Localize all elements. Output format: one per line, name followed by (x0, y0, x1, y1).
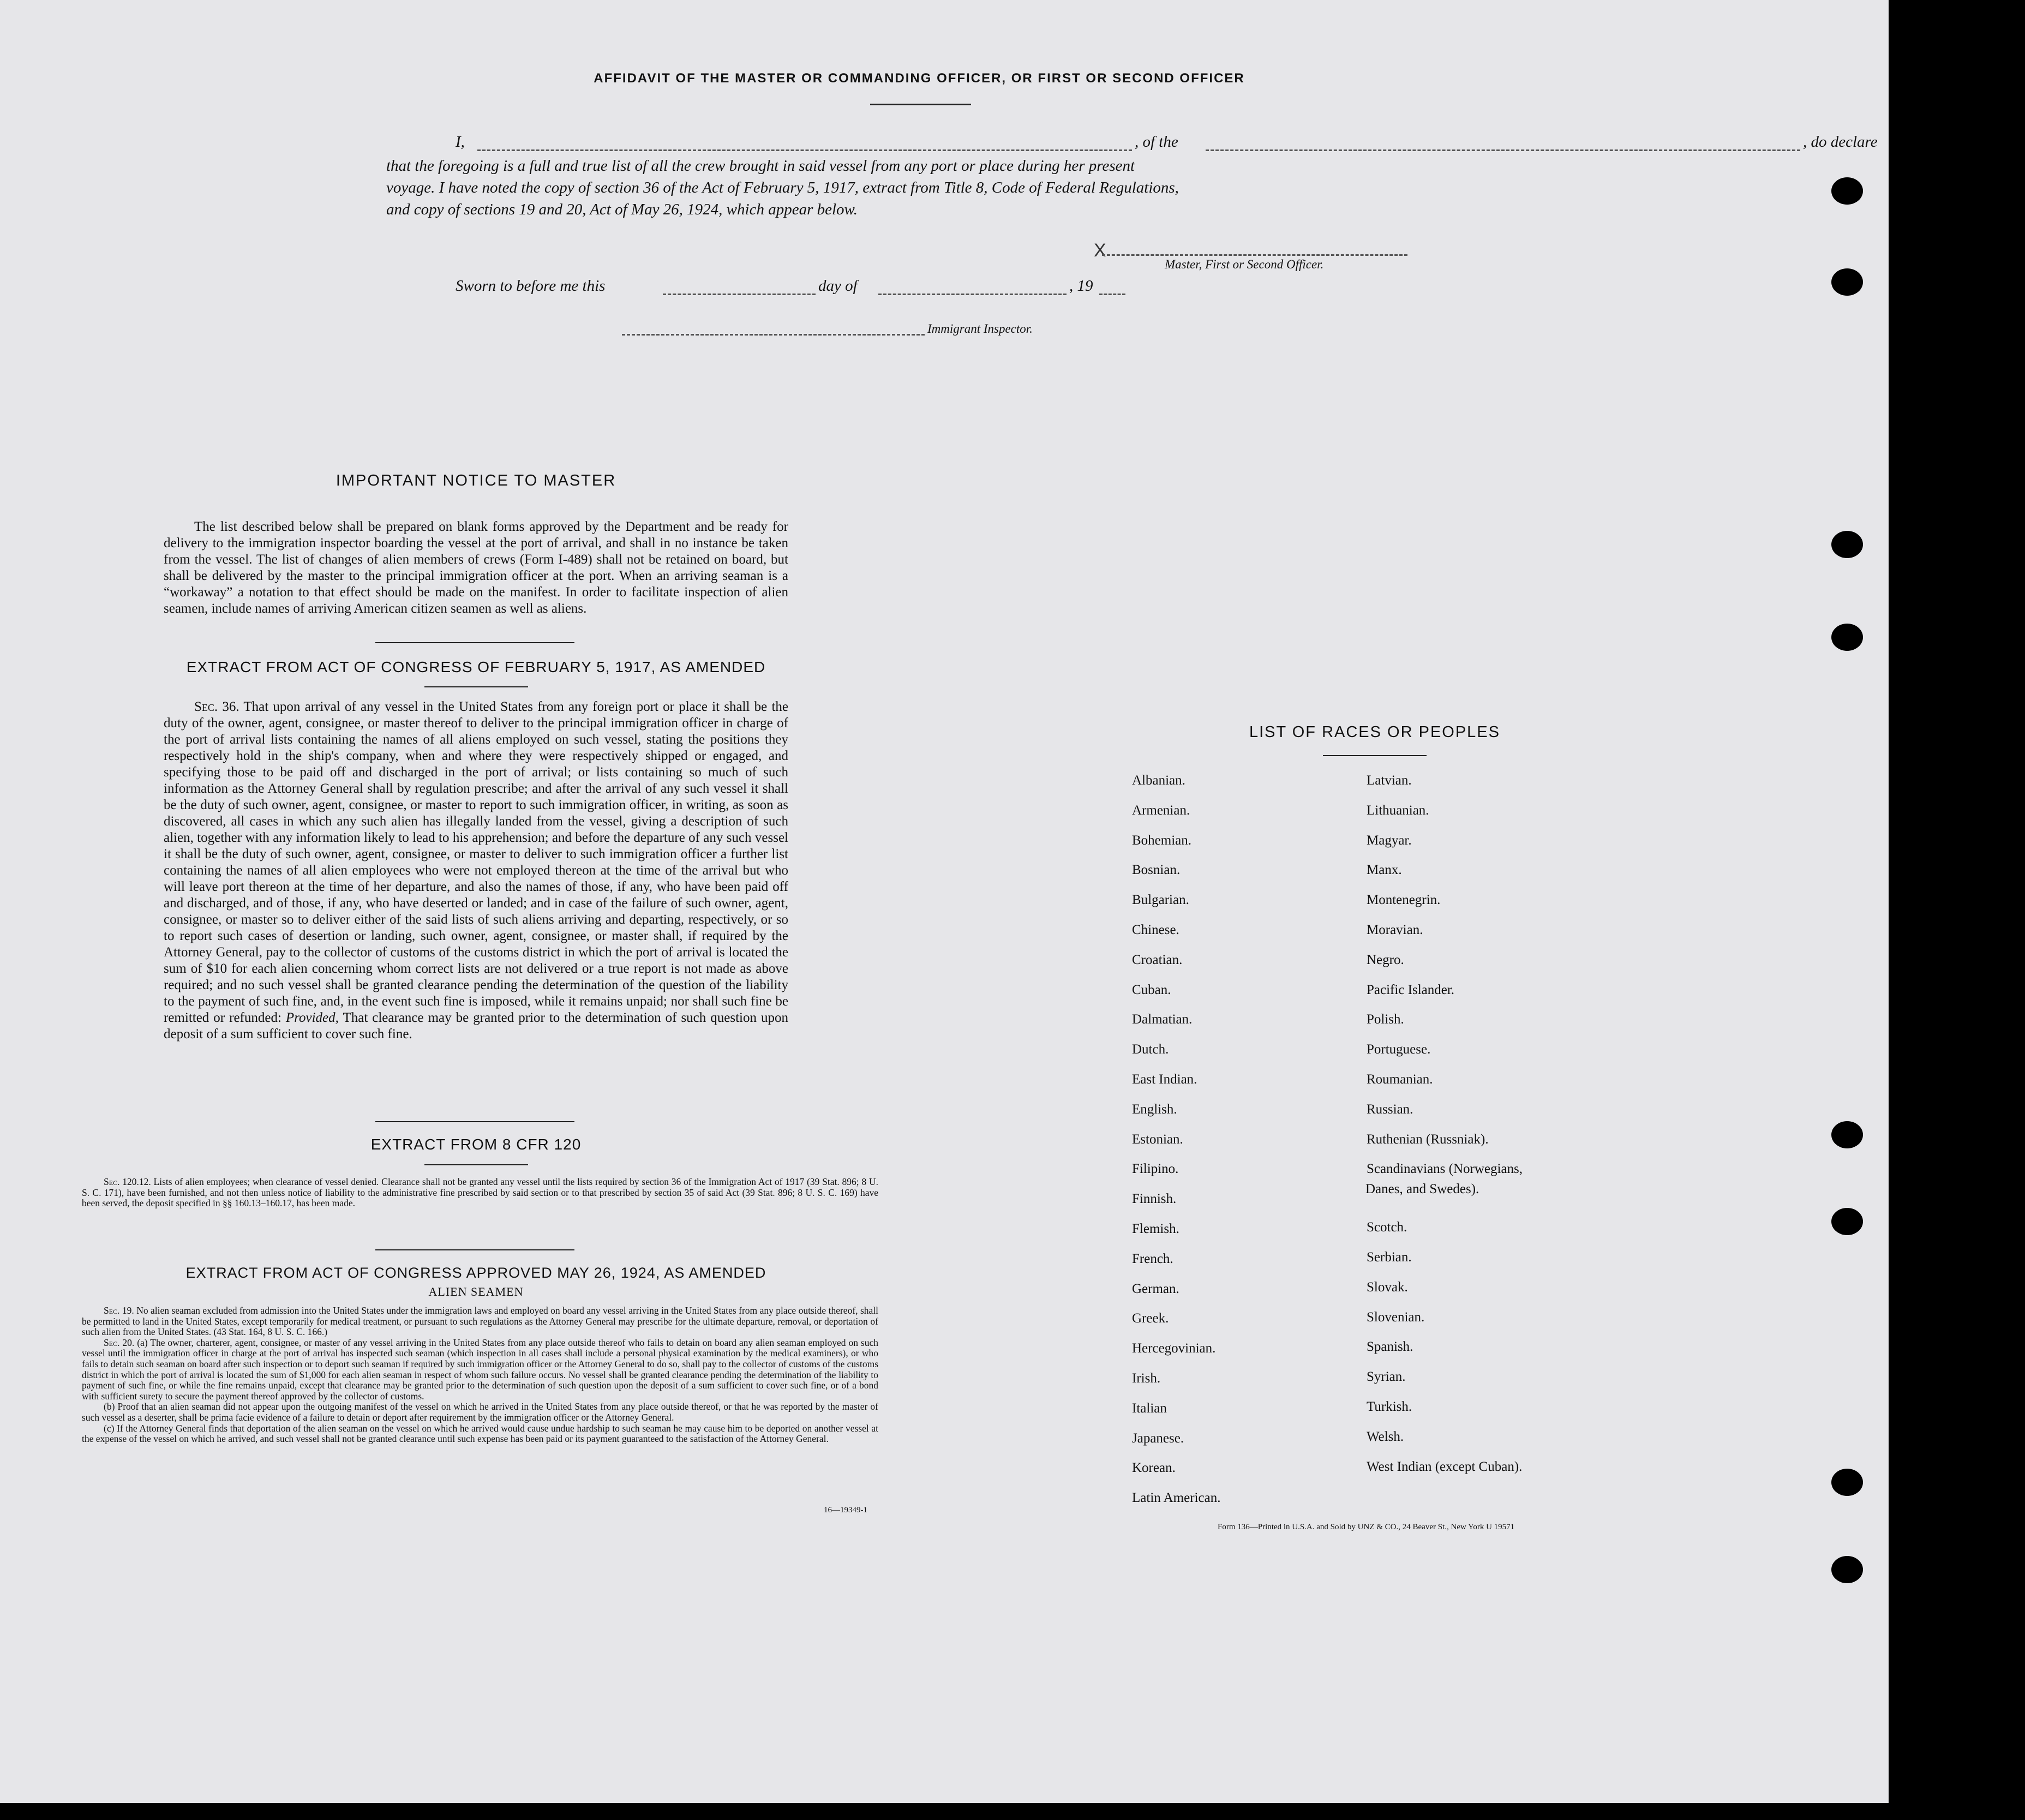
sec-19-text: No alien seaman excluded from admission into the United States under the immigration laws and employed on board any vessel arriving in the United States from any place outside thereof, shall be permitted to land in the United States, except temporarily for medical treatment, or pursuant to such regulations as the Attorney General may prescribe for the ultimate departure, removal, or deportation of such alien from the United States. (43 Stat. 164, 8 U. S. C. 166.) (82, 1305, 879, 1338)
sworn-year: , 19 (1069, 277, 1093, 295)
sec-36-text-end: That clearance may be granted prior to the determination of such question upon deposit of a sum sufficient to cover such fine. (164, 1010, 788, 1041)
race-item: Latvian. (1367, 773, 1412, 788)
race-item: Scandinavians (Norwegians, (1367, 1162, 1523, 1177)
affidavit-i: I, (456, 133, 465, 151)
race-item: Dutch. (1132, 1042, 1169, 1057)
race-item: Portuguese. (1367, 1042, 1431, 1057)
race-item: Cuban. (1132, 982, 1171, 997)
extract-1917-body (164, 699, 788, 1043)
race-item: Moravian. (1367, 923, 1423, 937)
races-title: LIST OF RACES OR PEOPLES (1249, 723, 1501, 741)
affidavit-line-2: that the foregoing is a full and true list of all the crew brought in said vessel from any port or place during her present (386, 157, 1135, 175)
notice-rule (375, 642, 574, 643)
sec-36-label: Sec. 36. (194, 699, 239, 714)
affidavit-of-the: , of the (1135, 133, 1178, 151)
race-item: Bulgarian. (1132, 893, 1189, 908)
master-label: Master, First or Second Officer. (1165, 258, 1324, 271)
punch-hole (1831, 624, 1863, 651)
race-item: Latin American. (1132, 1490, 1221, 1506)
race-item: French. (1132, 1251, 1173, 1266)
affidavit-line-4: and copy of sections 19 and 20, Act of May 26, 1924, which appear below. (386, 201, 858, 218)
affidavit-line-1 (456, 133, 1878, 153)
sec-20c-text: (c) If the Attorney General finds that deportation of the alien seaman on the vessel on which he arrived would cause undue hardship to such seaman he may cause him to be deported on another vessel at the expense of the vessel on which he arrived, and such vessel shall not be granted clearance until such expense has been paid or its payment guaranteed to the satisfaction of the Attorney General. (82, 1422, 878, 1445)
punch-hole (1831, 1121, 1863, 1148)
provided-word: Provided, (285, 1010, 339, 1025)
extract-1924-subtitle: ALIEN SEAMEN (428, 1285, 524, 1298)
race-item: Greek. (1132, 1311, 1169, 1326)
race-item: Russian. (1367, 1101, 1413, 1117)
race-item: Hercegovinian. (1132, 1341, 1216, 1356)
race-item: Bohemian. (1132, 833, 1192, 848)
race-item: Scotch. (1367, 1220, 1407, 1235)
sec-36-text: That upon arrival of any vessel in the United States from any foreign port or place it shall be the duty of the owner, agent, consignee, or master thereof to deliver to the principal immigration officer in charge of the port of arrival lists containing the names of all aliens employed on such vessel, stating the positions they respectively hold in the ship's company, when and where they were respectively shipped or engaged, and specifying those to be paid off and discharged in the port of arrival; or lists containing so much of such information as the Attorney General shall by regulation prescribe; and after the arrival of any such vessel it shall be the duty of such owner, agent, consignee, or master to report to such immigration officer, in writing, as soon as discovered, all cases in which any such alien has illegally landed from the vessel, giving a description of such alien, together with any information likely to lead to his apprehension; and before the departure of any such vessel it shall be the duty of such owner, agent, consignee, or master to deliver to such immigration officer a further list containing the names of all alien employees who were not employed thereon at the time of the arrival but who will leave port thereon at the time of her departure, and also the names of those, if any, who have been paid off and discharged, and of those, if any, who have deserted or landed; and in case of the failure of such owner, agent, consignee, or master so to deliver either of the said lists of such aliens arriving and departing, respectively, or so to report such cases of desertion or landing, such owner, agent, consignee, or master shall, if required by the Attorney General, pay to the collector of customs of the customs district in which the port of arrival is located the sum of $10 for each alien concerning whom correct lists are not delivered or a true report is not made as above required; and no such vessel shall be granted clearance pending the determination of the question of the liability to the payment of such fine, and, in the event such fine is imposed, while it remains unpaid; nor shall such fine be remitted or refunded: (164, 699, 788, 1025)
race-item: East Indian. (1132, 1072, 1197, 1087)
cfr-text: Lists of alien employees; when clearance of vessel denied. Clearance shall not be granted any vessel until the lists required by section 36 of the Immigration Act of 1917 (39 Stat. 896; 8 U. S. C. 171), have been furnished, and not then unless notice of liability to the administrative fine prescribed by said section or to that prescribed by section 35 of said Act (39 Stat. 896; 8 U. S. C. 169) have been served, the deposit specified in §§ 160.13–160.17, has been made. (82, 1176, 878, 1209)
extract-1924-title: EXTRACT FROM ACT OF CONGRESS APPROVED MAY 26, 1924, AS AMENDED (185, 1265, 766, 1281)
sec-20-label: Sec. 20. (104, 1337, 135, 1348)
race-item: Lithuanian. (1367, 803, 1429, 818)
race-item: Albanian. (1132, 773, 1185, 788)
sec-20b-text: (b) Proof that an alien seaman did not appear upon the outgoing manifest of the vessel on which he arrived in the United States from any place outside thereof, or that he was reported by the master of such vessel as a deserter, shall be prima facie evidence of a failure to detain or deport after requirement by the immigration officer or the Attorney General. (82, 1401, 878, 1423)
race-item: Estonian. (1132, 1131, 1183, 1147)
sworn-day-blank[interactable] (663, 294, 816, 295)
race-item: Finnish. (1132, 1192, 1177, 1207)
extract-1917-title: EXTRACT FROM ACT OF CONGRESS OF FEBRUARY 5, 1917, AS AMENDED (186, 658, 766, 675)
form-footer: Form 136—Printed in U.S.A. and Sold by UNZ & CO., 24 Beaver St., New York U 19571 (1218, 1523, 1515, 1531)
race-item: Roumanian. (1367, 1072, 1433, 1087)
race-item: Manx. (1367, 863, 1402, 878)
name-blank[interactable] (477, 149, 1132, 151)
extract-1917-rule (424, 686, 528, 687)
sworn-prefix: Sworn to before me this (456, 277, 606, 295)
cfr-body (82, 1177, 878, 1209)
race-item: English. (1132, 1101, 1177, 1117)
races-rule (1323, 755, 1427, 756)
punch-hole (1831, 531, 1863, 558)
race-item: Korean. (1132, 1460, 1176, 1476)
race-item: Chinese. (1132, 923, 1179, 937)
affidavit-line-3: voyage. I have noted the copy of section 36 of the Act of February 5, 1917, extract from Title 8, Code of Federal Regulations, (386, 179, 1179, 196)
race-item: Slovak. (1367, 1279, 1408, 1295)
punch-hole (1831, 1208, 1863, 1235)
affidavit-title: AFFIDAVIT OF THE MASTER OR COMMANDING OFFICER, OR FIRST OR SECOND OFFICER (594, 71, 1245, 86)
extract-1924-body (82, 1306, 878, 1445)
affidavit-do-declare: , do declare (1803, 133, 1878, 151)
notice-body: The list described below shall be prepared on blank forms approved by the Department and be ready for delivery to the immigration inspector boarding the vessel at the port of arrival, and shall in no instance be taken from the vessel. The list of changes of alien members of crews (Form I-489) shall not be retained on board, but shall be delivered by the master to the principal immigration officer at the port. When an arriving seaman is a “workaway” a notation to that effect should be made on the manifest. In order to facilitate inspection of alien seamen, include names of arriving American citizen seamen as well as aliens. (164, 519, 788, 616)
race-item: Magyar. (1367, 833, 1412, 848)
race-item: Italian (1132, 1400, 1167, 1416)
race-item: Negro. (1367, 952, 1404, 967)
affidavit-title-rule (870, 104, 971, 105)
cfr-rule (424, 1164, 528, 1165)
sec-19-label: Sec. 19. (104, 1305, 134, 1316)
race-item: Ruthenian (Russniak). (1367, 1131, 1489, 1147)
race-item: Dalmatian. (1132, 1012, 1193, 1027)
sec-20a-text: (a) The owner, charterer, agent, consignee, or master of any vessel arriving in the United States from any place outside thereof who fails to detain on board any alien seaman employed on such vessel until the immigration officer in charge at the port of arrival has inspected such seaman (which inspection in all cases shall include a personal physical examination by the medical examiners), or who fails to detain such seaman on board after such inspection or to deport such seaman if required by such immigration officer or the Attorney General to do so, shall pay to the collector of customs of the customs district in which the port of arrival is located the sum of $1,000 for each alien seaman in respect of whom such failure occurs. No vessel shall be granted clearance pending the determination of the liability to payment of such fine, or while the fine remains unpaid, except that clearance may be granted prior to the determination of such question upon the deposit of a sum sufficient to cover such fine, or of a bond with sufficient surety to secure the payment thereof approved by the collector of customs. (82, 1337, 878, 1402)
sworn-month-blank[interactable] (878, 294, 1067, 295)
race-item: Pacific Islander. (1367, 982, 1455, 997)
punch-hole (1831, 1469, 1863, 1496)
race-item: Welsh. (1367, 1429, 1404, 1444)
race-item: Bosnian. (1132, 863, 1181, 878)
race-item: Turkish. (1367, 1399, 1412, 1415)
sworn-line (456, 277, 1127, 297)
notice-title: IMPORTANT NOTICE TO MASTER (335, 472, 616, 489)
inspector-label: Immigrant Inspector. (927, 322, 1033, 336)
cfr-sec-label: Sec. 120.12. (104, 1176, 151, 1187)
race-item: Irish. (1132, 1371, 1161, 1386)
punch-hole (1831, 268, 1863, 296)
vessel-blank[interactable] (1206, 149, 1800, 151)
race-item: Croatian. (1132, 952, 1183, 967)
sworn-year-blank[interactable] (1099, 294, 1125, 295)
signature-blank[interactable] (1102, 254, 1407, 256)
punch-hole (1831, 1556, 1863, 1583)
race-item: Spanish. (1367, 1339, 1413, 1355)
punch-hole (1831, 177, 1863, 205)
race-item: Filipino. (1132, 1162, 1179, 1177)
print-code: 16—19349-1 (824, 1506, 867, 1514)
race-item: German. (1132, 1281, 1179, 1296)
extract-1917-end-rule (375, 1121, 574, 1122)
cfr-end-rule (375, 1249, 574, 1250)
race-item: Montenegrin. (1367, 893, 1441, 908)
cfr-title: EXTRACT FROM 8 CFR 120 (370, 1136, 582, 1153)
race-item: Slovenian. (1367, 1309, 1425, 1325)
race-item: Armenian. (1132, 803, 1190, 818)
race-item-scandinavians-cont: Danes, and Swedes). (1365, 1182, 1479, 1196)
race-item: West Indian (except Cuban). (1367, 1459, 1523, 1474)
race-item: Serbian. (1367, 1250, 1412, 1265)
inspector-blank[interactable] (622, 334, 925, 336)
race-item: Syrian. (1367, 1369, 1406, 1385)
race-item: Flemish. (1132, 1222, 1179, 1236)
race-item: Japanese. (1132, 1430, 1184, 1446)
sworn-day-of: day of (818, 277, 858, 295)
signature-mark: X (1094, 240, 1106, 261)
race-item: Polish. (1367, 1012, 1404, 1027)
